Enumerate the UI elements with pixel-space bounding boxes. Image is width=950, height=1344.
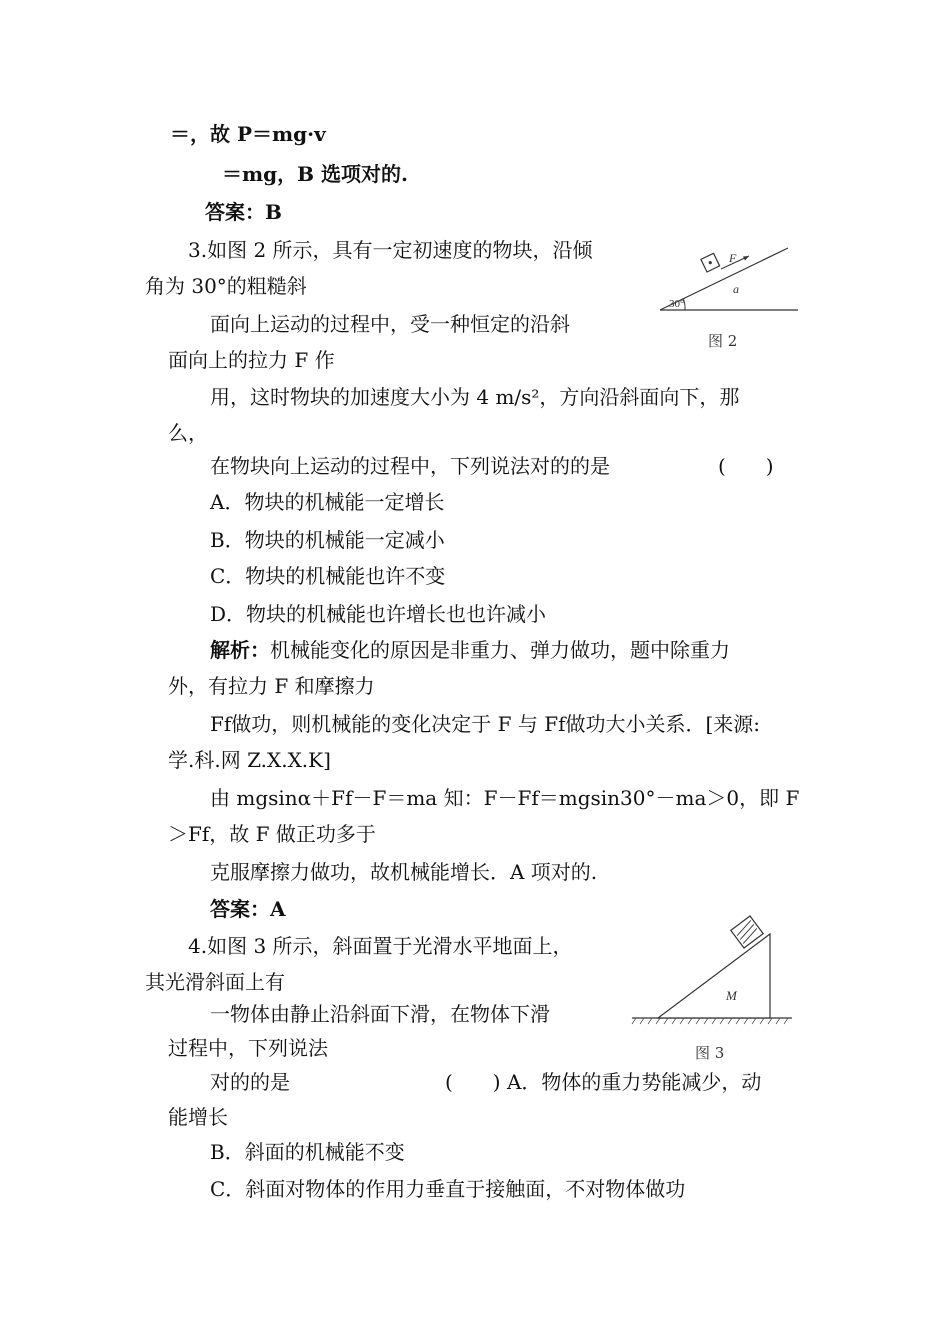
question-4-option-c: C．斜面对物体的作用力垂直于接触面，不对物体做功 xyxy=(210,1177,686,1201)
question-3-line-5: 用，这时物块的加速度大小为 4 m/s²，方向沿斜面向下，那 xyxy=(210,385,740,409)
acceleration-label: a xyxy=(733,282,739,296)
question-4-line-4: 过程中，下列说法 xyxy=(168,1036,328,1060)
question-4-line-5b: ( ) A．物体的重力势能减少，动 xyxy=(445,1070,762,1094)
option-d: D．物块的机械能也许增长也也许减小 xyxy=(210,602,547,626)
incline-diagram xyxy=(655,240,805,320)
analysis-line-7: 克服摩擦力做功，故机械能增长．A 项对的. xyxy=(210,860,598,884)
force-label: F xyxy=(729,251,737,265)
option-a: A．物块的机械能一定增长 xyxy=(210,490,445,514)
angle-label: 30° xyxy=(669,298,685,310)
option-c: C．物块的机械能也许不变 xyxy=(210,564,446,588)
question-3-line-1: 3.如图 2 所示，具有一定初速度的物块，沿倾 xyxy=(188,238,593,262)
question-4-line-3: 一物体由静止沿斜面下滑，在物体下滑 xyxy=(210,1002,550,1026)
figure-3-caption: 图 3 xyxy=(695,1044,725,1062)
figure-2-caption: 图 2 xyxy=(708,332,738,350)
question-4-line-2: 其光滑斜面上有 xyxy=(145,970,285,994)
option-b: B．物块的机械能一定减小 xyxy=(210,528,445,552)
wedge-diagram xyxy=(630,908,800,1028)
formula-line-2 xyxy=(222,160,408,188)
question-3-line-2: 角为 30°的粗糙斜 xyxy=(145,274,307,298)
answer-bracket: ( ) xyxy=(718,454,774,478)
figure-2 xyxy=(655,240,805,320)
mass-label: M xyxy=(726,988,737,1003)
formula-text: ＝mg，B 选项对的. xyxy=(222,162,408,186)
analysis-line-1 xyxy=(210,636,730,664)
answer-line: 答案：B xyxy=(205,200,282,224)
question-4-line-6: 能增长 xyxy=(168,1105,228,1129)
analysis-label: 解析： xyxy=(210,638,270,662)
analysis-line-6: ＞Ff，故 F 做正功多于 xyxy=(168,822,376,846)
question-4-line-1: 4.如图 3 所示，斜面置于光滑水平地面上， xyxy=(188,934,573,958)
figure-3 xyxy=(630,908,800,1028)
analysis-line-4: 学.科.网 Z.X.X.K] xyxy=(168,748,331,772)
question-4-option-b: B．斜面的机械能不变 xyxy=(210,1140,405,1164)
question-3-line-3: 面向上运动的过程中，受一种恒定的沿斜 xyxy=(210,312,570,336)
formula-line-1 xyxy=(170,120,326,148)
question-4-line-5a: 对的的是 xyxy=(210,1070,290,1094)
question-3-line-7: 在物块向上运动的过程中，下列说法对的的是 xyxy=(210,454,610,478)
formula-text: ＝，故 P＝mg·v xyxy=(170,122,326,146)
analysis-text: 机械能变化的原因是非重力、弹力做功，题中除重力 xyxy=(270,638,730,662)
answer-line-3: 答案：A xyxy=(210,897,286,921)
analysis-line-3: Ff做功，则机械能的变化决定于 F 与 Ff做功大小关系．[来源: xyxy=(210,712,761,736)
analysis-line-5: 由 mgsinα＋Ff－F＝ma 知：F－Ff＝mgsin30°－ma＞0，即 F xyxy=(210,786,800,810)
analysis-line-2: 外，有拉力 F 和摩擦力 xyxy=(168,674,375,698)
question-3-line-4: 面向上的拉力 F 作 xyxy=(168,348,335,372)
question-3-line-6: 么， xyxy=(168,421,208,445)
